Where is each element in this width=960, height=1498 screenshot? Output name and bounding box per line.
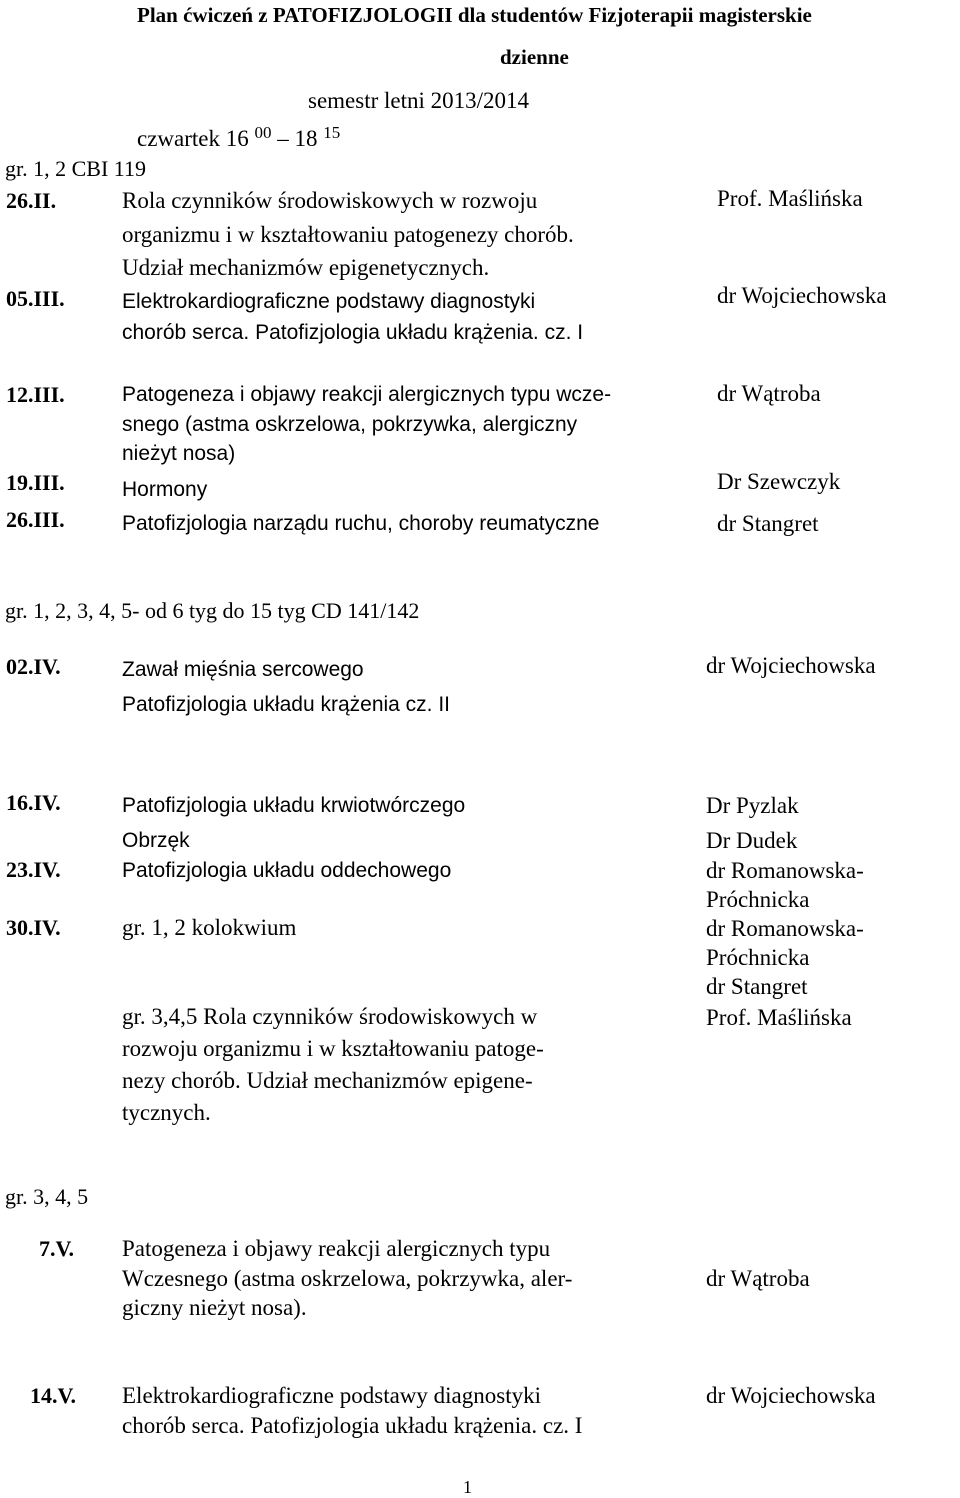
session-topic-line: Wczesnego (astma oskrzelowa, pokrzywka, aler- [122,1266,573,1291]
session-date: 16.IV. [6,790,61,815]
session-teacher: dr Stangret [717,511,819,536]
session-topic-line: nieżyt nosa) [122,442,236,465]
session-teacher: Próchnicka [706,945,810,970]
session-date: 30.IV. [6,915,61,940]
session-teacher: Próchnicka [706,887,810,912]
session-teacher: dr Romanowska- [706,858,864,883]
session-topic-line: Patofizjologia układu krążenia cz. II [122,693,451,716]
session-topic-line: Hormony [122,478,208,501]
session-teacher: dr Wojciechowska [706,653,876,678]
session-teacher: Dr Dudek [706,828,798,853]
session-teacher: dr Wątroba [717,381,821,406]
session-teacher: dr Stangret [706,974,808,999]
session-date: 19.III. [6,470,65,495]
session-topic-line: chorób serca. Patofizjologia układu krążenia. cz. I [122,1413,583,1438]
session-teacher: Dr Pyzlak [706,793,799,818]
session-date: 26.II. [6,188,57,213]
session-date: 14.V. [30,1383,77,1408]
session-teacher: Prof. Maślińska [717,186,863,211]
session-topic-line: Zawał mięśnia sercowego [122,658,364,681]
session-topic-line: organizmu i w kształtowaniu patogenezy chorób. [122,222,574,247]
session-teacher: dr Wojciechowska [717,283,887,308]
session-topic-line: Elektrokardiograficzne podstawy diagnostyki [122,1383,541,1408]
class-time: czwartek 16 $^{00}$ – 18 $^{15}$ [137,123,341,151]
session-date: 02.IV. [6,654,61,679]
group-label: gr. 1, 2 CBI 119 [5,156,146,181]
session-topic-line: Patogeneza i objawy reakcji alergicznych typu wcze- [122,383,612,406]
semester-label: semestr letni 2013/2014 [308,88,530,113]
page-number: 1 [463,1477,472,1497]
page-title: Plan ćwiczeń z PATOFIZJOLOGII dla studentów Fizjoterapii magisterskie [137,3,812,27]
session-topic-line: rozwoju organizmu i w kształtowaniu patoge- [122,1036,544,1061]
session-topic-line: nezy chorób. Udział mechanizmów epigene- [122,1068,533,1093]
session-date: 12.III. [6,382,65,407]
session-date: 26.III. [6,507,65,532]
session-date: 23.IV. [6,857,61,882]
session-topic-line: Patofizjologia układu oddechowego [122,859,452,882]
session-teacher: Dr Szewczyk [717,469,841,494]
session-topic-line: giczny nieżyt nosa). [122,1295,307,1320]
session-topic-line: Patofizjologia układu krwiotwórczego [122,794,466,817]
group-label: gr. 3, 4, 5 [5,1184,89,1209]
session-topic-line: Udział mechanizmów epigenetycznych. [122,255,490,280]
session-teacher: dr Wątroba [706,1266,810,1291]
session-topic-line: Obrzęk [122,829,190,852]
session-teacher: dr Romanowska- [706,916,864,941]
session-date: 05.III. [6,286,65,311]
page-title-continuation: dzienne [500,45,569,69]
session-teacher: Prof. Maślińska [706,1005,852,1030]
session-topic-line: Patogeneza i objawy reakcji alergicznych typu [122,1236,551,1261]
session-topic-line: tycznych. [122,1100,211,1125]
session-teacher: dr Wojciechowska [706,1383,876,1408]
session-topic-line: Rola czynników środowiskowych w rozwoju [122,188,538,213]
session-topic-line: Patofizjologia narządu ruchu, choroby reumatyczne [122,512,600,535]
session-topic-line: Elektrokardiograficzne podstawy diagnostyki [122,290,536,313]
session-date: 7.V. [39,1236,75,1261]
session-topic-line: gr. 1, 2 kolokwium [122,915,297,940]
session-topic-line: snego (astma oskrzelowa, pokrzywka, alergiczny [122,413,578,436]
group-label: gr. 1, 2, 3, 4, 5- od 6 tyg do 15 tyg CD 141/142 [5,598,420,623]
session-topic-line: chorób serca. Patofizjologia układu krążenia. cz. I [122,321,584,344]
session-topic-line: gr. 3,4,5 Rola czynników środowiskowych w [122,1004,538,1029]
